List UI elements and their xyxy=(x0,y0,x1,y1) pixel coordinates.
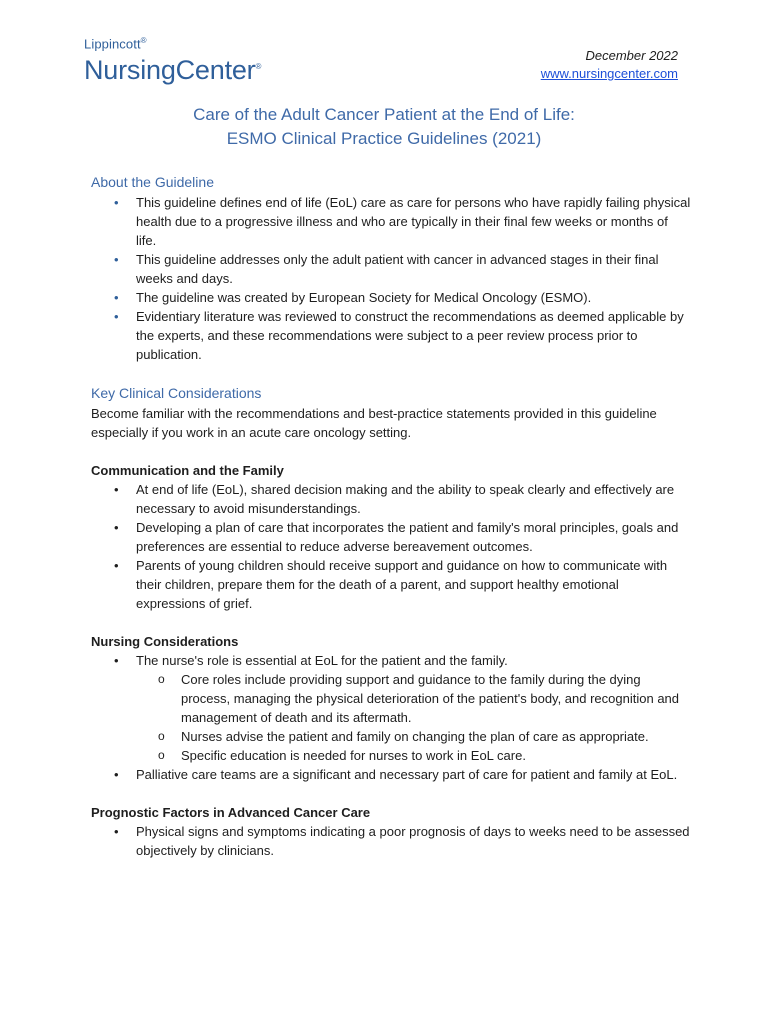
about-list xyxy=(91,193,691,364)
website-link[interactable]: www.nursingcenter.com xyxy=(540,66,678,81)
communication-heading: Communication and the Family xyxy=(91,463,284,478)
list-item: • Palliative care teams are a significant and necessary part of care for patient and family at EoL. xyxy=(91,765,691,784)
nursing-heading: Nursing Considerations xyxy=(91,634,239,649)
list-item: • Evidentiary literature was reviewed to construct the recommendations as deemed applicable by the experts, and these recommendations were subject to a peer review process prior to publication. xyxy=(91,307,691,364)
list-item: • Physical signs and symptoms indicating a poor prognosis of days to weeks need to be assessed objectively by clinicians. xyxy=(91,822,691,860)
key-considerations-intro: Become familiar with the recommendations and best-practice statements provided in this guideline especially if you work in an acute care oncology setting. xyxy=(91,406,657,440)
list-item-text: The nurse's role is essential at EoL for the patient and the family. xyxy=(136,653,508,668)
list-item: • This guideline addresses only the adult patient with cancer in advanced stages in their final weeks and days. xyxy=(91,250,691,288)
logo-brand-small: Lippincott® xyxy=(84,36,147,52)
communication-list xyxy=(91,480,691,613)
title-line-2: ESMO Clinical Practice Guidelines (2021) xyxy=(226,129,542,148)
title-line-1: Care of the Adult Cancer Patient at the End of Life: xyxy=(193,105,575,124)
prognostic-list xyxy=(91,822,691,860)
prognostic-heading: Prognostic Factors in Advanced Cancer Care xyxy=(91,805,371,820)
lippincott-nursingcenter-logo xyxy=(84,33,261,86)
key-considerations-heading: Key Clinical Considerations xyxy=(91,385,262,401)
list-item: • The guideline was created by European Society for Medical Oncology (ESMO). xyxy=(91,288,691,307)
nursing-sub-list xyxy=(136,670,691,765)
list-item: • This guideline defines end of life (EoL) care as care for persons who have rapidly failing physical health due to a progressive illness and who are typically in their final few weeks or months of life. xyxy=(91,193,691,250)
logo-brand-large: NursingCenter® xyxy=(84,55,262,86)
list-item: • At end of life (EoL), shared decision making and the ability to speak clearly and effectively are necessary to avoid misunderstandings. xyxy=(91,480,691,518)
nursing-list xyxy=(91,651,691,784)
about-heading: About the Guideline xyxy=(91,174,214,190)
sub-list-item: o Nurses advise the patient and family on changing the plan of care as appropriate. xyxy=(136,727,691,746)
list-item xyxy=(91,651,691,765)
sub-list-item: o Core roles include providing support and guidance to the family during the dying process, managing the physical deterioration of the patient's body, and recognition and management of death and its aftermath. xyxy=(136,670,691,727)
document-meta xyxy=(541,47,678,83)
sub-list-item: o Specific education is needed for nurses to work in EoL care. xyxy=(136,746,691,765)
list-item: • Parents of young children should receive support and guidance on how to communicate with their children, prepare them for the death of a parent, and support healthy emotional expressions of grief. xyxy=(91,556,691,613)
document-date: December 2022 xyxy=(585,48,678,63)
document-title xyxy=(0,103,768,151)
list-item: • Developing a plan of care that incorporates the patient and family's moral principles, goals and preferences are essential to reduce adverse bereavement outcomes. xyxy=(91,518,691,556)
document-body xyxy=(91,172,691,860)
